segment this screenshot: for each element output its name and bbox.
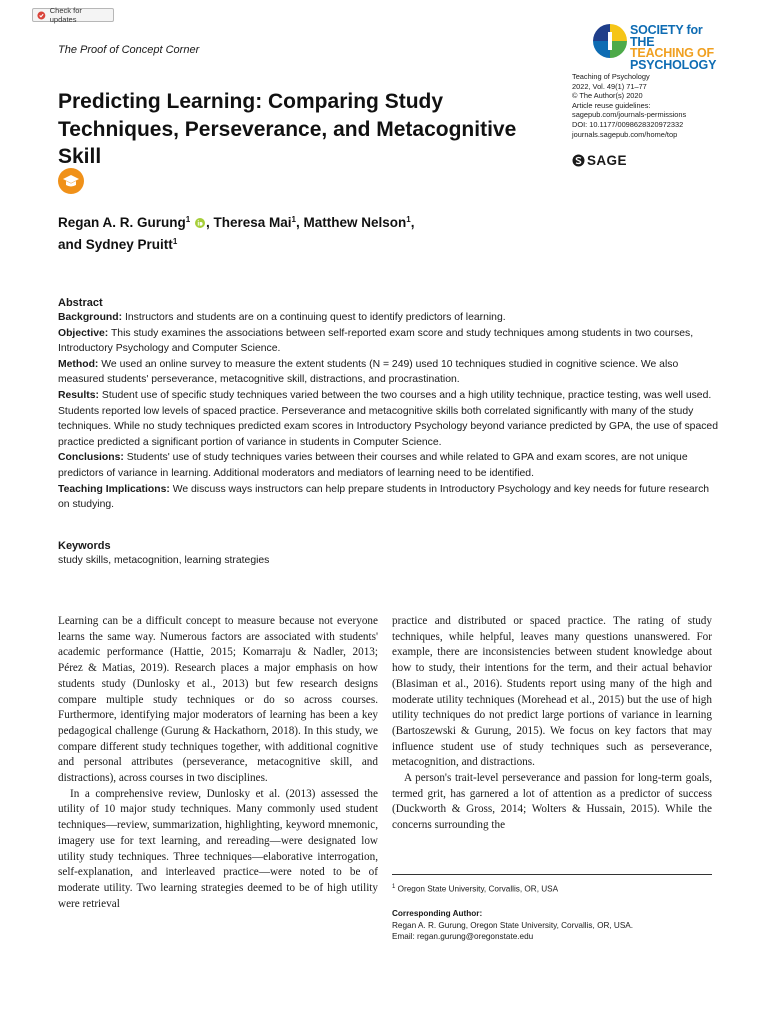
journal-volume: 2022, Vol. 49(1) 71–77: [572, 81, 647, 91]
reuse-link[interactable]: sagepub.com/journals-permissions: [572, 110, 687, 120]
affiliation-sup: 1: [291, 215, 296, 224]
body-column-left: [58, 614, 378, 912]
keywords-list: study skills, metacognition, learning strategies: [58, 555, 270, 566]
author-name: Sydney Pruitt: [85, 237, 173, 252]
author-conjunction: and: [58, 237, 83, 252]
reuse-guidelines: Article reuse guidelines:: [572, 100, 651, 110]
logo-line-1: SOCIETY for THE: [630, 23, 703, 49]
crossmark-icon: [37, 11, 46, 20]
journal-info: [572, 72, 762, 139]
section-label: The Proof of Concept Corner: [58, 44, 200, 56]
publisher-name: SAGE: [587, 152, 627, 168]
author-list: Regan A. R. Gurung$^1$ , Theresa Mai$^1$, Matthew Nelson$^1$, and Sydney Pruitt$^1$: [58, 215, 415, 252]
abstract-label: Results:: [58, 389, 99, 401]
abstract-label: Background:: [58, 312, 123, 323]
body-column-right: [392, 614, 712, 834]
abstract: [58, 296, 718, 513]
abstract-heading: Abstract: [58, 297, 103, 309]
abstract-objective: [58, 326, 718, 357]
body-paragraph: In a comprehensive review, Dunlosky et al. (2013) assessed the utility of 10 major study techniques. Many commonly used student techniques—review, summarization, highlighting, keyword mnemonic, imagery use for text learning, and rereading—were designated low utility study techniques. Three techniques—elaborative interrogation, self-explanation, and interleaved practice—were noted to be of moderate utility. Two learning strategies deemed to be of high utility were retrieval: [58, 787, 378, 910]
abstract-label: Method:: [58, 358, 99, 370]
check-for-updates-label: Check for updates: [49, 6, 82, 24]
abstract-conclusions: [58, 450, 718, 481]
body-paragraph: A person's trait-level perseverance and passion for long-term goals, termed grit, has garnered a lot of attention as a predictor of success (Duckworth & Gross, 2014; Wolters & Hussain, 2015). While the concerns surrounding the: [392, 772, 712, 832]
open-materials-badge[interactable]: [58, 168, 84, 194]
society-logo: [592, 20, 718, 72]
affiliation-text: Oregon State University, Corvallis, OR, USA: [397, 884, 559, 894]
doi[interactable]: DOI: 10.1177/0098628320972332: [572, 119, 684, 129]
abstract-text: Student use of specific study techniques varied between the two courses and a high utility technique, practice testing, was well used. Students reported low levels of spaced practice. Perseverance and metacognitive skills both correlated significantly with many of the study techniques. While no study techniques predicted exam scores in Introductory Psychology beyond variance predicted by GPA, the use of spaced practice predicted a significant portion of variance in students in Computer Science.: [58, 389, 718, 448]
sage-logo: [572, 152, 627, 168]
abstract-label: Teaching Implications:: [58, 483, 170, 495]
abstract-label: Conclusions:: [58, 452, 124, 464]
journal-name: Teaching of Psychology: [572, 72, 650, 81]
society-logo-icon: [592, 22, 628, 62]
abstract-implications: [58, 482, 718, 513]
author-name: Matthew Nelson: [303, 215, 407, 230]
abstract-text: We used an online survey to measure the extent students (N = 249) used 10 techniques studied in cognitive science. We also measured students' perseverance, metacognitive skill, distractions, and procrastination.: [58, 358, 679, 386]
article-title: Predicting Learning: Comparing Study Techniques, Perseverance, and Metacognitive Skill: [58, 90, 517, 168]
affiliation-footnote: [392, 882, 712, 895]
orcid-icon[interactable]: [195, 218, 205, 228]
journal-home-link[interactable]: journals.sagepub.com/home/top: [572, 129, 678, 139]
affiliation-sup: 1: [185, 215, 191, 224]
keywords: [58, 539, 718, 568]
corresponding-author-email[interactable]: Email: regan.gurung@oregonstate.edu: [392, 932, 534, 942]
body-paragraph: Learning can be a difficult concept to measure because not everyone learns the same way. Numerous factors are associated with students' academic performance (Hattie, 2015; Komarraju & Nadler, 2013; Pérez & Matias, 2019). Research places a major emphasis on how students study (Dunlosky et al., 2013) but few research designs compare multiple study techniques or do so across courses. Furthermore, identifying major moderators of learning has been a key pedagogical challenge (Gurung & Hackathorn, 2018). In this study, we compare different study techniques together, with additional cognitive and personal attributes (perseverance, metacognitive skill, and distractions), across courses in two disciplines.: [58, 615, 378, 785]
logo-line-2: TEACHING OF: [630, 46, 714, 60]
abstract-text: Instructors and students are on a continuing quest to identify predictors of learning.: [124, 312, 506, 323]
keywords-heading: Keywords: [58, 540, 111, 552]
society-logo-text: [630, 25, 718, 71]
logo-line-3: PSYCHOLOGY: [630, 57, 717, 72]
abstract-text: This study examines the associations between self-reported exam score and study techniques among students in two courses, Introductory Psychology and Computer Science.: [58, 327, 694, 355]
affiliation-sup: 1: [392, 884, 396, 890]
copyright: © The Author(s) 2020: [572, 91, 643, 101]
affiliation-sup: 1: [406, 215, 411, 224]
corresponding-author-address: Regan A. R. Gurung, Oregon State University, Corvallis, OR, USA.: [392, 920, 634, 930]
footnotes: [392, 882, 712, 943]
check-for-updates-button[interactable]: [32, 8, 114, 22]
corresponding-author-heading: Corresponding Author:: [392, 909, 483, 919]
abstract-text: Students' use of study techniques varies between their courses and while related to GPA and exam scores, are not unique predictors of variance in learning. Additional moderators and mediators of learning need to be identified.: [58, 452, 688, 479]
abstract-background: [58, 310, 718, 326]
body-paragraph: practice and distributed or spaced practice. The rating of study techniques, while helpful, leaves many questions unanswered. For example, there are inconsistencies between student knowledge about how to study, their intentions for the term, and their actual behavior (Blasiman et al., 2016). Students report using many of the high and moderate utility techniques (Morehead et al., 2015) but the use of high utility techniques do not predict large portions of variance in learning (Bartoszewski & Gurung, 2015). We focus on key factors that may influence student use of study techniques such as perseverance, metacognition, and distractions.: [392, 615, 712, 769]
abstract-text: We discuss ways instructors can help prepare students in Introductory Psychology and key needs for future research on studying.: [58, 483, 710, 511]
author-name: Theresa Mai: [213, 215, 292, 230]
abstract-label: Objective:: [58, 327, 109, 339]
author-name: Regan A. R. Gurung: [58, 215, 186, 230]
sage-s-icon: [572, 154, 585, 167]
footnote-divider: [392, 874, 712, 875]
abstract-results: [58, 388, 718, 450]
affiliation-sup: 1: [172, 237, 178, 246]
abstract-method: [58, 357, 718, 388]
graduation-cap-icon: [58, 168, 84, 194]
